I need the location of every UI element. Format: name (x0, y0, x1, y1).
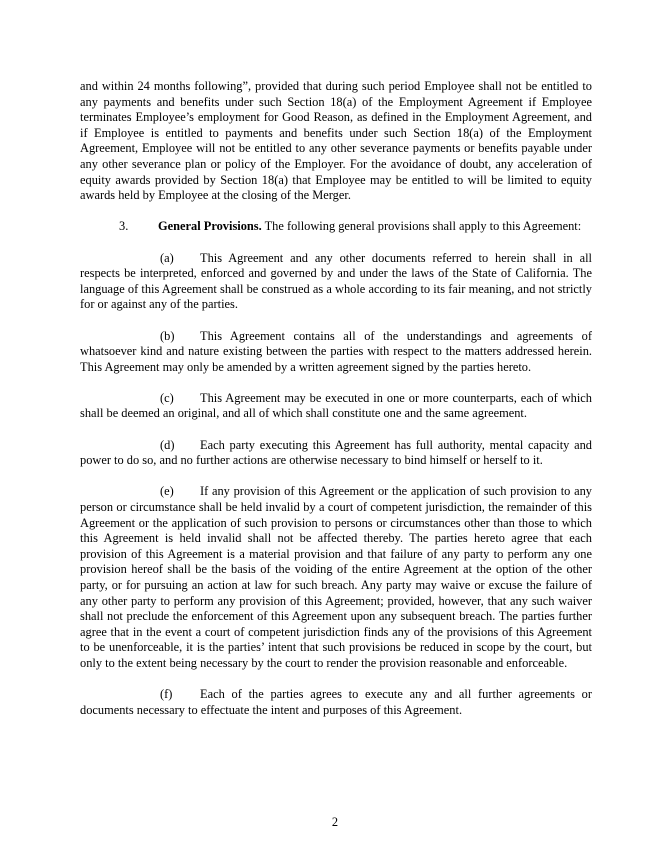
subsection-c-text: This Agreement may be executed in one or more counterparts, each of which shall be deemed an original, and all of which shall constitute one and the same agreement. (80, 390, 592, 421)
subsection-d (80, 438, 592, 469)
subsection-f-text: Each of the parties agrees to execute any and all further agreements or documents necessary to effectuate the intent and purposes of this Agreement. (80, 687, 592, 717)
subsection-a-label: (a) (160, 250, 174, 265)
subsection-e-text: If any provision of this Agreement or the application of such provision to any person or circumstance shall be held invalid by a court of competent jurisdiction, the remainder of this Agreement or the application of such provision to persons or circumstances other than those to which this Agreement is held invalid shall not be affected thereby. The parties hereto agree that each provision of this Agreement is a material provision and that failure of any party to perform any one provision hereof shall be the basis of the voiding of the entire Agreement at the option of the other party, or for pursuing an action at law for such breach. Any party may waive or excuse the failure of any other party to perform any provision of this Agreement; provided, however, that any such waiver shall not preclude the enforcement of this Agreement upon any subsequent breach. The parties further agree that in the event a court of competent jurisdiction finds any of the provisions of this Agreement to be unenforceable, it is the parties’ intent that such provisions be reduced in scope by the court, but only to the extent being necessary by the court to render the provision reasonable and enforceable. (80, 484, 592, 670)
subsection-e (80, 484, 592, 671)
page-number: 2 (331, 815, 339, 829)
subsection-a-text: This Agreement and any other documents referred to herein shall in all respects be interpreted, enforced and governed by and under the laws of the State of California. The language of this Agreement shall be construed as a whole according to its fair meaning, and not strictly for or against any of the parties. (80, 250, 592, 312)
section-3-heading: General Provisions. (158, 219, 262, 234)
subsection-b (80, 329, 592, 376)
section-3-intro: The following general provisions shall apply to this Agreement: (261, 219, 582, 234)
subsection-d-text: Each party executing this Agreement has full authority, mental capacity and power to do so, and no further actions are otherwise necessary to bind himself or herself to it. (80, 437, 592, 468)
subsection-c-label: (c) (160, 390, 174, 405)
section-3-number: 3. (119, 219, 129, 234)
subsection-b-text: This Agreement contains all of the understandings and agreements of whatsoever kind and nature existing between the parties with respect to the matters addressed herein. This Agreement may only be amended by a written agreement signed by the parties hereto. (80, 328, 592, 374)
subsection-e-label: (e) (160, 484, 174, 499)
continuation-paragraph: and within 24 months following”, provided that during such period Employee shall not be entitled to any payments and benefits under such Section 18(a) of the Employment Agreement if Employee terminates Employee’s employment for Good Reason, as defined in the Employment Agreement, and if Employee is entitled to payments and benefits under such Section 18(a) of the Employment Agreement, Employee will not be entitled to any other severance payments or benefits payable under any other severance plan or policy of the Employer. For the avoidance of doubt, any acceleration of equity awards provided by Section 18(a) that Employee may be entitled to will be limited to equity awards held by Employee at the closing of the Merger. (80, 79, 592, 203)
subsection-b-label: (b) (160, 328, 175, 343)
document-body (80, 79, 592, 734)
subsection-a (80, 251, 592, 313)
subsection-c (80, 391, 592, 422)
section-3-paragraph (80, 219, 592, 235)
subsection-d-label: (d) (160, 437, 175, 452)
subsection-f-label: (f) (160, 687, 173, 702)
subsection-f (80, 687, 592, 718)
